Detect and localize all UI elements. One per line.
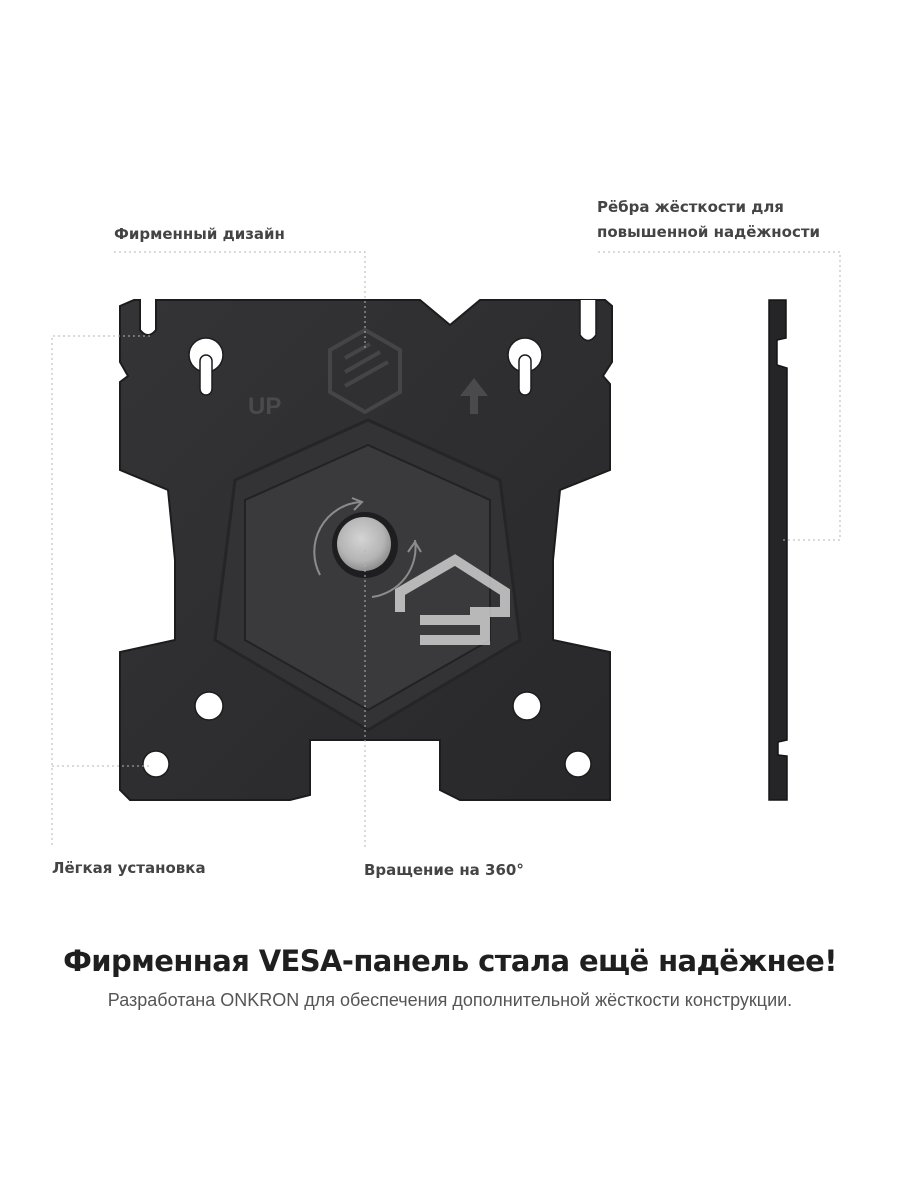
callout-install-label: Лёгкая установка (52, 859, 206, 877)
callout-ribs-label (597, 195, 820, 245)
mount-hole-left (195, 692, 223, 720)
up-marking: UP (248, 393, 282, 420)
callout-rotation-label: Вращение на 360° (364, 861, 524, 879)
mount-hole-bottom-right (565, 751, 591, 777)
plate-side-profile (769, 300, 787, 800)
callout-design-label: Фирменный дизайн (114, 225, 285, 243)
center-knob-face (337, 517, 391, 571)
mount-hole-right (513, 692, 541, 720)
subline: Разработана ONKRON для обеспечения дополнительной жёсткости конструкции. (107, 990, 793, 1010)
slot-top-right (580, 300, 596, 341)
headline: Фирменная VESA-панель стала ещё надёжнее! (63, 944, 837, 978)
callout-line-ribs (598, 252, 840, 540)
mount-hole-bottom-left (143, 751, 169, 777)
callout-ribs-line2: повышенной надёжности (597, 223, 821, 241)
callout-ribs-line1: Рёбра жёсткости для (597, 198, 784, 216)
